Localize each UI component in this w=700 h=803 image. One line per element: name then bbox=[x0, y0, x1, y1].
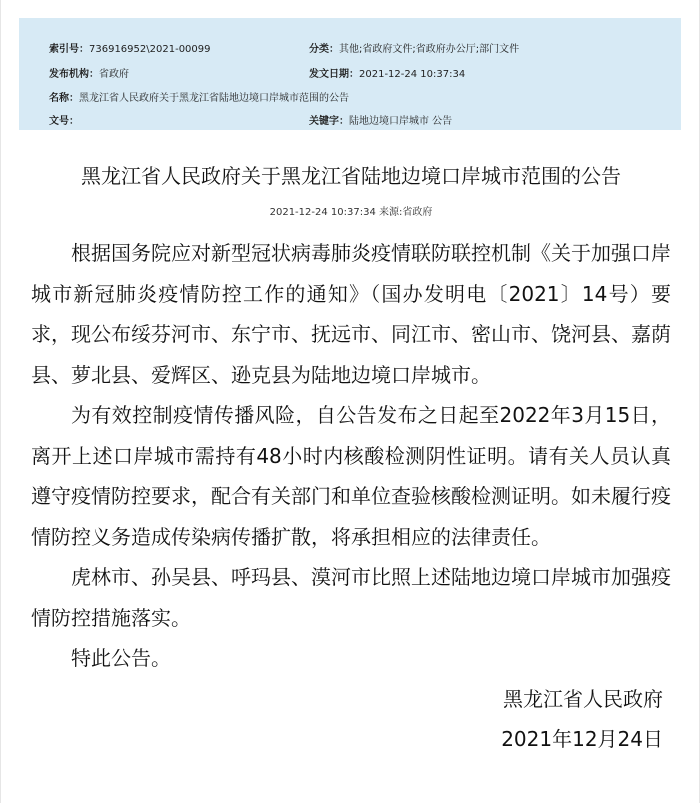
paragraph: 根据国务院应对新型冠状病毒肺炎疫情联防联控机制《关于加强口岸城市新冠肺炎疫情防控工作的通知》（国办发明电〔2021〕14号）要求，现公布绥芬河市、东宁市、抚远市、同江市、密山市、饶河县、嘉荫县、萝北县、爱辉区、逊克县为陆地边境口岸城市。 bbox=[31, 241, 671, 387]
article-body bbox=[31, 233, 671, 760]
index-field: 索引号：736916952\2021-00099 bbox=[49, 44, 211, 55]
name-field: 名称：黑龙江省人民政府关于黑龙江省陆地边境口岸城市范围的公告 bbox=[49, 93, 349, 104]
date-field: 发文日期：2021-12-24 10:37:34 bbox=[309, 69, 466, 80]
metadata-panel bbox=[19, 18, 681, 130]
category-field: 分类：其他;省政府文件;省政府办公厅;部门文件 bbox=[309, 44, 520, 55]
docno-field: 文号： bbox=[49, 116, 79, 127]
paragraph: 虎林市、孙吴县、呼玛县、漠河市比照上述陆地边境口岸城市加强疫情防控措施落实。 bbox=[31, 565, 671, 630]
paragraph: 特此公告。 bbox=[71, 646, 171, 670]
signature: 黑龙江省人民政府 bbox=[503, 686, 663, 711]
signature-date: 2021年12月24日 bbox=[501, 727, 663, 751]
article-date-source: 2021-12-24 10:37:34 来源:省政府 bbox=[269, 207, 433, 218]
article-title: 黑龙江省人民政府关于黑龙江省陆地边境口岸城市范围的公告 bbox=[81, 164, 621, 188]
paragraph: 为有效控制疫情传播风险，自公告发布之日起至2022年3月15日，离开上述口岸城市需持有48小时内核酸检测阴性证明。请有关人员认真遵守疫情防控要求，配合有关部门和单位查验核酸检测证明。如未履行疫情防控义务造成传染病传播扩散，将承担相应的法律责任。 bbox=[31, 403, 671, 549]
publisher-field: 发布机构：省政府 bbox=[49, 69, 129, 80]
keywords-field: 关键字：陆地边境口岸城市 公告 bbox=[309, 116, 453, 127]
